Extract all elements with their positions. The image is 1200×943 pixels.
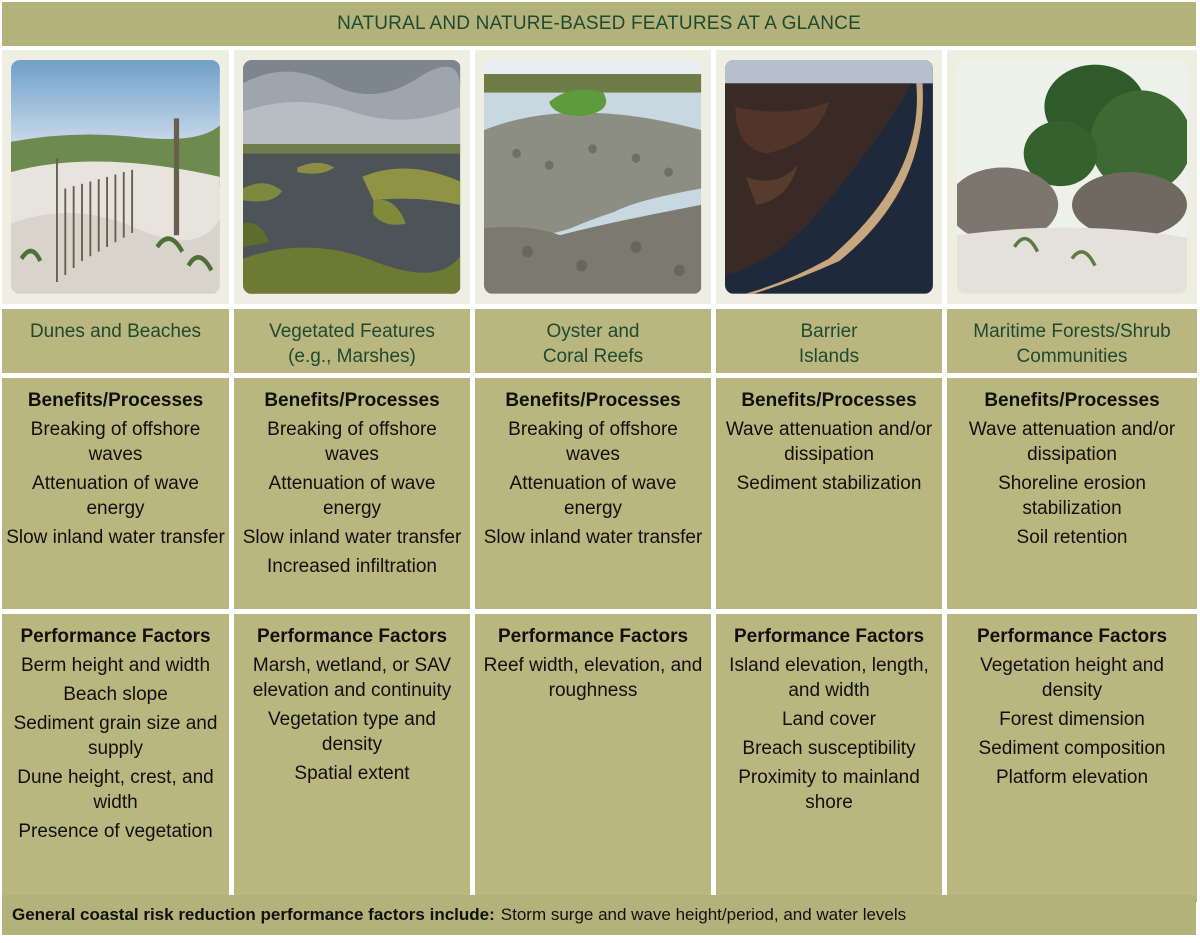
benefits-heading: Benefits/Processes — [984, 390, 1160, 411]
performance-heading: Performance Factors — [497, 626, 689, 647]
performance-item: Sediment composition — [978, 738, 1166, 759]
performance-marsh — [234, 614, 470, 902]
benefit-item: Breaking of offshore waves — [30, 419, 201, 465]
benefit-item: Soil retention — [1016, 527, 1128, 548]
benefits-heading: Benefits/Processes — [505, 390, 681, 411]
benefit-item: Breaking of offshore waves — [508, 419, 678, 465]
features-table — [2, 50, 1196, 892]
performance-heading: Performance Factors — [733, 626, 925, 647]
performance-item: Island elevation, length, and width — [729, 655, 929, 701]
feature-name-line: Dunes and Beaches — [29, 321, 202, 342]
maritime-forest-photo — [957, 60, 1187, 294]
performance-item: Forest dimension — [999, 709, 1145, 730]
footer-lead: General coastal risk reduction performance factors include: — [12, 905, 495, 924]
footer-note — [2, 895, 1196, 935]
benefits-heading: Benefits/Processes — [27, 390, 204, 411]
marsh-photo — [243, 60, 460, 294]
performance-item: Berm height and width — [20, 655, 211, 676]
benefit-item: Wave attenuation and/or dissipation — [968, 419, 1176, 465]
footer-text: Storm surge and wave height/period, and water levels — [500, 905, 907, 924]
feature-name-marsh — [234, 309, 470, 373]
benefit-item: Slow inland water transfer — [6, 527, 225, 548]
oyster-reef-photo — [484, 60, 701, 294]
performance-item: Platform elevation — [995, 767, 1149, 788]
benefit-item: Wave attenuation and/or dissipation — [725, 419, 933, 465]
benefit-item: Breaking of offshore waves — [267, 419, 437, 465]
performance-heading: Performance Factors — [256, 626, 448, 647]
performance-item: Vegetation type and density — [268, 709, 436, 755]
performance-item: Marsh, wetland, or SAV elevation and continuity — [252, 655, 452, 701]
feature-name-line: Barrier — [800, 321, 858, 342]
performance-item: Beach slope — [63, 684, 168, 705]
page-title: NATURAL AND NATURE-BASED FEATURES AT A GLANCE — [2, 2, 1196, 46]
benefit-item: Slow inland water transfer — [242, 527, 462, 548]
feature-name-line: Vegetated Features — [269, 321, 435, 342]
benefit-item: Increased infiltration — [266, 556, 438, 577]
benefits-oyster — [475, 378, 711, 609]
performance-item: Sediment grain size and supply — [13, 713, 218, 759]
benefit-item: Attenuation of wave energy — [32, 473, 199, 519]
benefit-item: Sediment stabilization — [736, 473, 922, 494]
benefits-heading: Benefits/Processes — [264, 390, 440, 411]
photo-cell-oyster — [475, 50, 711, 304]
feature-name-line: Oyster and — [546, 321, 640, 342]
benefits-barrier — [716, 378, 942, 609]
performance-item: Land cover — [781, 709, 876, 730]
feature-name-line: Communities — [1016, 346, 1128, 367]
dune-beach-photo — [11, 60, 220, 294]
performance-item: Proximity to mainland shore — [738, 767, 920, 813]
performance-item: Spatial extent — [294, 763, 410, 784]
benefits-forest — [947, 378, 1197, 609]
performance-oyster — [475, 614, 711, 902]
performance-item: Reef width, elevation, and roughness — [483, 655, 703, 701]
barrier-island-photo — [725, 60, 933, 294]
performance-dunes — [2, 614, 229, 902]
benefits-marsh — [234, 378, 470, 609]
benefits-heading: Benefits/Processes — [741, 390, 917, 411]
benefit-item: Attenuation of wave energy — [268, 473, 436, 519]
photo-cell-marsh — [234, 50, 470, 304]
performance-item: Breach susceptibility — [742, 738, 916, 759]
photo-cell-forest — [947, 50, 1197, 304]
feature-name-line: (e.g., Marshes) — [288, 346, 416, 367]
performance-item: Presence of vegetation — [18, 821, 213, 842]
photo-cell-barrier — [716, 50, 942, 304]
benefit-item: Shoreline erosion stabilization — [998, 473, 1146, 519]
feature-name-dunes — [2, 309, 229, 373]
feature-name-oyster — [475, 309, 711, 373]
performance-item: Dune height, crest, and width — [17, 767, 214, 813]
feature-name-line: Islands — [798, 346, 860, 367]
performance-heading: Performance Factors — [20, 626, 211, 647]
feature-name-line: Maritime Forests/Shrub — [973, 321, 1171, 342]
performance-item: Vegetation height and density — [980, 655, 1164, 701]
benefit-item: Attenuation of wave energy — [509, 473, 677, 519]
performance-forest — [947, 614, 1197, 902]
benefit-item: Slow inland water transfer — [483, 527, 703, 548]
performance-heading: Performance Factors — [976, 626, 1168, 647]
feature-name-barrier — [716, 309, 942, 373]
feature-name-forest — [947, 309, 1197, 373]
photo-cell-dunes — [2, 50, 229, 304]
feature-name-line: Coral Reefs — [542, 346, 644, 367]
benefits-dunes — [2, 378, 229, 609]
performance-barrier — [716, 614, 942, 902]
